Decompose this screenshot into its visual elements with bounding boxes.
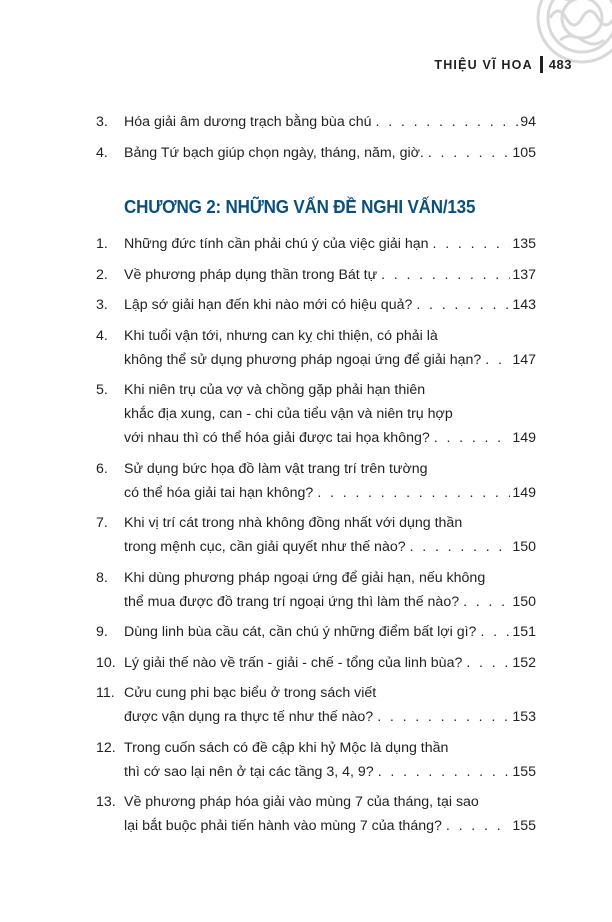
toc-entry[interactable] [96,293,536,317]
entry-number: 8. [96,569,108,586]
dot-leader [485,348,510,372]
entry-number: 13. [96,794,116,810]
entry-title: Khi vị trí cát trong nhà không đồng nhất với dụng thần [124,515,463,531]
toc-entry[interactable] [96,457,536,505]
entry-line [124,790,536,814]
header-divider [540,56,543,73]
entry-title: Lập sớ giải hạn đến khi nào mới có hiệu quả? [124,297,413,313]
entry-page-number: 149 [512,484,536,501]
dot-leader [378,760,511,784]
entry-number: 11. [96,685,115,701]
entry-title: Những đức tính cần phải chú ý của việc giải hạn [124,236,429,252]
entry-line [124,681,536,705]
entry-line [124,324,536,348]
entry-title: Trong cuốn sách có đề cập khi hỷ Mộc là dụng thần [124,739,449,756]
entry-number: 3. [96,297,108,313]
dot-leader [433,232,511,256]
entry-line [124,293,536,317]
toc-entry[interactable] [96,511,536,559]
entry-line [124,402,536,426]
entry-line [124,590,536,614]
entry-line [124,348,536,372]
entry-number: 4. [96,145,108,161]
entry-title: Sử dụng bức họa đồ làm vật trang trí trên tường [124,460,428,477]
entry-title: Về phương pháp hóa giải vào mùng 7 của tháng, tại sao [124,794,479,810]
entry-title: có thể hóa giải tai hạn không? [124,484,314,501]
dot-leader [446,814,510,838]
toc-entry[interactable] [96,651,536,675]
entry-title: Khi niên trụ của vợ và chồng gặp phải hạn thiên [124,382,426,398]
entry-title: không thể sử dụng phương pháp ngoại ứng để giải hạn? [124,351,482,368]
entry-page-number: 150 [512,593,536,610]
entry-number: 5. [96,382,108,398]
dot-leader [317,481,510,505]
entry-title: Bảng Tứ bạch giúp chọn ngày, tháng, năm, giờ. [124,145,424,161]
entry-page-number: 150 [512,539,536,555]
entry-line [124,511,536,535]
toc-entry[interactable] [96,681,536,729]
entry-title: Khi tuổi vận tới, nhưng can kỵ chi thiện, có phải là [124,327,438,344]
entry-number: 9. [96,624,108,640]
page-number: 483 [548,57,572,72]
entry-line [124,110,536,134]
entry-number: 1. [96,236,108,252]
entry-title: thì cớ sao lại nên ở tại các tầng 3, 4, 9? [124,763,374,780]
entry-number: 3. [96,114,108,130]
entry-line [124,620,536,644]
toc-entry[interactable] [96,232,536,256]
toc-entry[interactable] [96,736,536,784]
toc-entry[interactable] [96,141,536,165]
chapter-heading: CHƯƠNG 2: NHỮNG VẤN ĐỀ NGHI VẤN/135 [124,196,476,217]
toc-previous-chapter [96,110,536,172]
entry-line [124,736,536,760]
entry-number: 4. [96,327,108,344]
entry-line [124,566,536,590]
entry-line [124,651,536,675]
entry-line [124,263,536,287]
entry-number: 2. [96,266,108,283]
entry-line [124,535,536,559]
toc-entry[interactable] [96,620,536,644]
entry-line [124,378,536,402]
entry-line [124,760,536,784]
entry-title: Về phương pháp dụng thần trong Bát tự [124,266,378,283]
toc-entry[interactable] [96,566,536,614]
entry-page-number: 152 [512,654,536,671]
entry-number: 6. [96,460,108,477]
running-header [434,56,572,73]
entry-title: với nhau thì có thể hóa giải được tai họa không? [124,430,430,446]
dot-leader [466,651,510,675]
dot-leader [463,590,510,614]
entry-page-number: 143 [512,297,536,313]
entry-title: được vận dụng ra thực tế như thế nào? [124,709,374,725]
dot-leader [376,110,519,134]
entry-page-number: 151 [512,624,536,640]
entry-line [124,457,536,481]
entry-number: 7. [96,515,108,531]
entry-page-number: 153 [512,709,536,725]
toc-entry[interactable] [96,110,536,134]
toc-entry[interactable] [96,378,536,450]
entry-page-number: 105 [512,145,536,161]
entry-page-number: 94 [520,114,536,130]
entry-line [124,232,536,256]
entry-page-number: 155 [512,763,536,780]
entry-page-number: 147 [512,351,536,368]
entry-line [124,814,536,838]
entry-title: Lý giải thế nào về trấn - giải - chế - tổng của linh bùa? [124,654,463,671]
entry-title: Khi dùng phương pháp ngoại ứng để giải hạn, nếu không [124,569,486,586]
entry-title: lại bắt buộc phải tiến hành vào mùng 7 của tháng? [124,818,442,834]
entry-title: khắc địa xung, can - chi của tiểu vận và niên trụ hợp [124,406,453,422]
entry-title: Dùng linh bùa cầu cát, cần chú ý những điểm bất lợi gì? [124,624,477,640]
entry-number: 10. [96,654,116,671]
entry-title: Hóa giải âm dương trạch bằng bùa chú [124,114,372,130]
toc-chapter-2 [96,232,536,845]
entry-title: thể mua được đồ trang trí ngoại ứng thì làm thế nào? [124,593,460,610]
dot-leader [410,535,511,559]
dot-leader [377,705,510,729]
toc-entry[interactable] [96,263,536,287]
toc-entry[interactable] [96,324,536,372]
entry-title: trong mệnh cục, cần giải quyết như thế nào? [124,539,406,555]
dot-leader [428,141,510,165]
entry-number: 12. [96,739,116,756]
entry-page-number: 137 [512,266,536,283]
dot-leader [381,263,510,287]
entry-line [124,481,536,505]
dot-leader [434,426,511,450]
entry-line [124,141,536,165]
entry-title: Cửu cung phi bạc biểu ở trong sách viết [124,685,377,701]
dot-leader [416,293,510,317]
entry-page-number: 149 [512,430,536,446]
entry-page-number: 155 [512,818,536,834]
entry-line [124,705,536,729]
entry-line [124,426,536,450]
author-name: THIỆU VĨ HOA [434,57,533,72]
dot-leader [480,620,510,644]
toc-entry[interactable] [96,790,536,838]
entry-page-number: 135 [512,236,536,252]
